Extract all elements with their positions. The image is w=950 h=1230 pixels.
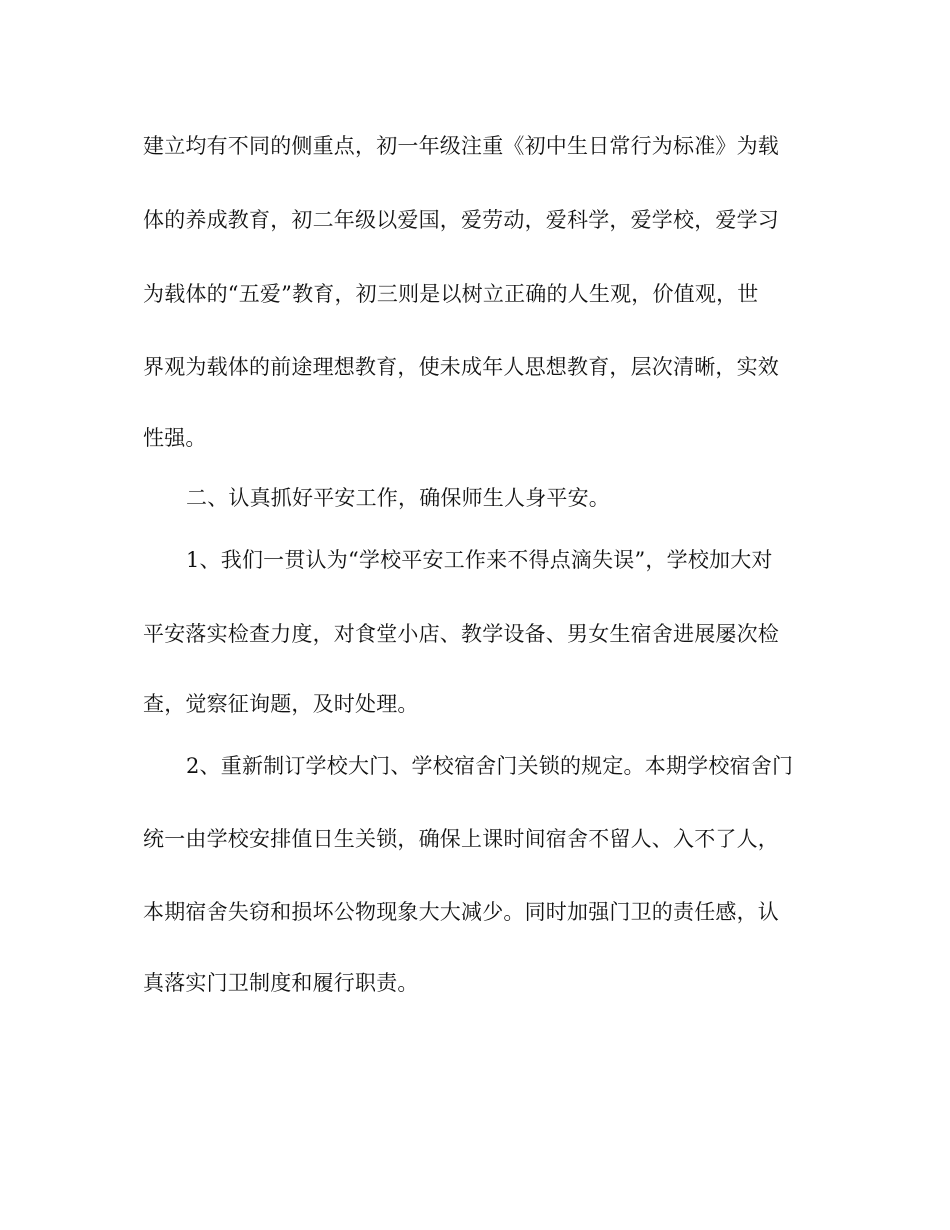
paragraph-line: 性强。 [143,426,207,450]
paragraph-line: 1、我们一贯认为“学校平安工作来不得点滴失误”，学校加大对 [186,548,773,572]
paragraph-line: 统一由学校安排值日生关锁，确保上课时间宿舍不留人、入不了人， [143,827,779,851]
paragraph-line: 建立均有不同的侧重点，初一年级注重《初中生日常行为标准》为载 [143,134,779,158]
paragraph-line: 2、重新制订学校大门、学校宿舍门关锁的规定。本期学校宿舍门 [186,754,794,778]
paragraph-line: 平安落实检查力度，对食堂小店、教学设备、男女生宿舍进展屡次检 [143,622,779,646]
paragraph-line: 为载体的“五爱”教育，初三则是以树立正确的人生观，价值观，世 [143,282,759,306]
paragraph-line: 真落实门卫制度和履行职责。 [143,971,419,995]
paragraph-line: 界观为载体的前途理想教育，使未成年人思想教育，层次清晰，实效 [143,355,779,379]
paragraph-line: 本期宿舍失窃和损坏公物现象大大减少。同时加强门卫的责任感，认 [143,900,779,924]
paragraph-line: 查，觉察征询题，及时处理。 [143,692,419,716]
section-heading: 二、认真抓好平安工作，确保师生人身平安。 [186,486,610,510]
paragraph-line: 体的养成教育，初二年级以爱国，爱劳动，爱科学，爱学校，爱学习 [143,208,779,232]
